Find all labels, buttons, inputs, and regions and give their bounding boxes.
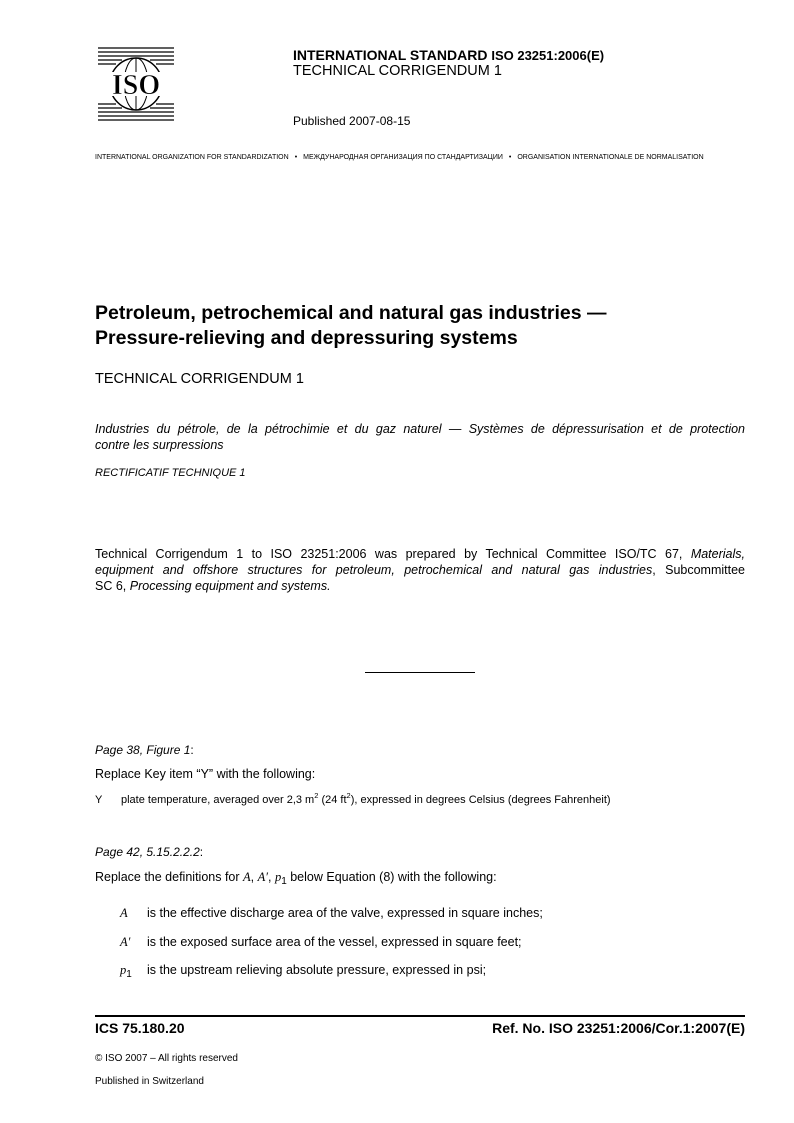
section-2-heading	[95, 845, 203, 859]
symbol: p	[120, 963, 127, 977]
key-text: (24 ft	[318, 794, 347, 806]
separator-dot: •	[508, 154, 512, 161]
svg-text:ISO: ISO	[111, 70, 161, 101]
copyright: © ISO 2007 – All rights reserved	[95, 1053, 238, 1064]
definition-text: is the effective discharge area of the valve, expressed in square inches;	[147, 906, 543, 920]
colon: :	[199, 845, 204, 859]
subscript: 1	[126, 969, 132, 980]
symbol-a: A	[243, 870, 251, 884]
colon: :	[190, 743, 194, 757]
french-corrigendum: RECTIFICATIF TECHNIQUE 1	[95, 467, 246, 479]
section-2-instruction	[95, 870, 497, 885]
intro-line-2	[95, 562, 745, 578]
org-name-fr: ORGANISATION INTERNATIONALE DE NORMALISATION	[517, 154, 704, 161]
symbol-p: p	[274, 870, 282, 884]
definition-text: is the upstream relieving absolute pressure, expressed in psi;	[147, 963, 487, 977]
document-title	[95, 301, 755, 351]
published-in: Published in Switzerland	[95, 1076, 204, 1087]
definition-item	[120, 906, 543, 921]
key-text: ), expressed in degrees Celsius (degrees Fahrenheit)	[350, 794, 611, 806]
org-name-en: INTERNATIONAL ORGANIZATION FOR STANDARDIZATION	[95, 154, 289, 161]
reference-number: Ref. No. ISO 23251:2006/Cor.1:2007(E)	[492, 1020, 745, 1036]
standard-number: ISO 23251:2006(E)	[491, 48, 605, 63]
definition-text: is the exposed surface area of the vessel, expressed in square feet;	[147, 935, 522, 949]
instruction-text: Replace the definitions for	[95, 870, 244, 884]
superscript: 2	[346, 791, 351, 800]
org-name-ru: МЕЖДУНАРОДНАЯ ОРГАНИЗАЦИЯ ПО СТАНДАРТИЗАЦИИ	[303, 154, 503, 161]
key-text: plate temperature, averaged over 2,3 m	[121, 794, 315, 806]
instruction-text: below Equation (8) with the following:	[286, 870, 497, 884]
title-line-2: Pressure-relieving and depressuring systems	[95, 327, 518, 349]
definition-symbol	[120, 963, 147, 978]
intro-line-1	[95, 546, 745, 562]
intro-line-3	[95, 578, 745, 594]
symbol: A′	[120, 935, 131, 949]
iso-globe-logo-icon	[96, 44, 176, 124]
ics-code: ICS 75.180.20	[95, 1020, 185, 1036]
standard-title	[293, 47, 604, 63]
section-1-instruction: Replace Key item “Y” with the following:	[95, 767, 316, 781]
iso-logo	[96, 44, 176, 124]
intro-italic: equipment and offshore structures for petroleum, petrochemical and natural gas industries	[95, 563, 653, 577]
french-title-line-1: Industries du pétrole, de la pétrochimie et du gaz naturel — Systèmes de dépressurisation et de protection	[95, 422, 745, 436]
key-symbol: Y	[95, 794, 103, 806]
subscript: 1	[281, 876, 287, 887]
definition-symbol	[120, 935, 147, 950]
definition-item	[120, 963, 486, 978]
definition-item	[120, 935, 522, 950]
intro-paragraph	[95, 546, 745, 594]
published-date: Published 2007-08-15	[293, 114, 411, 128]
french-title-line-2: contre les surpressions	[95, 438, 224, 452]
title-line-1: Petroleum, petrochemical and natural gas industries —	[95, 302, 607, 324]
comma: ,	[267, 870, 275, 884]
symbol: A	[120, 906, 128, 920]
organization-line	[95, 154, 745, 161]
comma: ,	[250, 870, 258, 884]
superscript: 2	[314, 791, 319, 800]
separator-dot: •	[294, 154, 298, 161]
section-1-heading	[95, 743, 194, 757]
intro-text: , Subcommittee	[652, 563, 745, 577]
intro-text: Technical Corrigendum 1 to ISO 23251:2006 was prepared by Technical Committee ISO/TC 67,	[95, 547, 691, 561]
french-title	[95, 421, 745, 453]
definition-symbol	[120, 906, 147, 921]
corrigendum-heading: TECHNICAL CORRIGENDUM 1	[95, 371, 304, 387]
divider	[365, 672, 475, 673]
key-item-y	[95, 791, 611, 806]
intro-italic: Materials,	[690, 547, 745, 561]
intro-italic: Processing equipment and systems.	[129, 579, 331, 593]
section-1-heading-text: Page 38, Figure 1	[95, 743, 191, 757]
symbol-a-prime: A′	[257, 870, 268, 884]
standard-label: INTERNATIONAL STANDARD	[293, 47, 488, 63]
header-corrigendum: TECHNICAL CORRIGENDUM 1	[293, 63, 502, 79]
footer-rule	[95, 1015, 745, 1017]
section-2-heading-text: Page 42, 5.15.2.2.2	[95, 845, 200, 859]
intro-text: SC 6,	[95, 579, 130, 593]
